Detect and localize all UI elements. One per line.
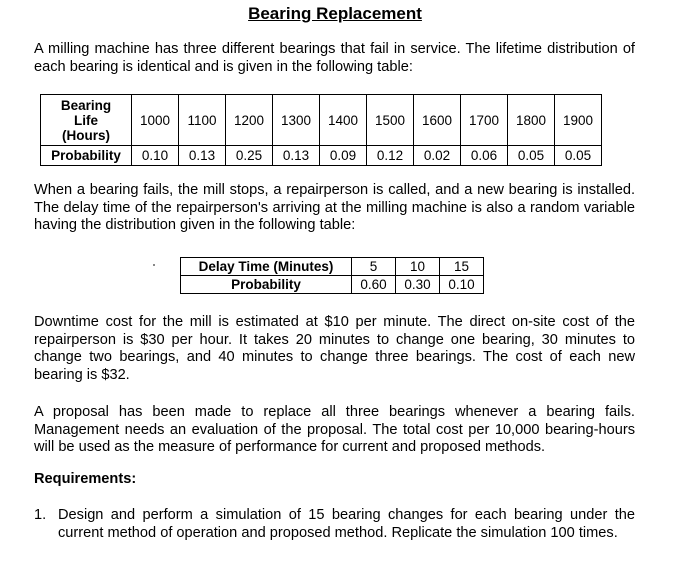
delay-time-cell: 10 bbox=[396, 258, 440, 276]
probability-row bbox=[41, 146, 602, 166]
life-cell: 1400 bbox=[320, 95, 367, 146]
life-cell: 1800 bbox=[508, 95, 555, 146]
life-cell: 1600 bbox=[414, 95, 461, 146]
costs-paragraph: Downtime cost for the mill is estimated at $10 per minute. The direct on-site cost of the repairperson is $30 per hour. It takes 20 minutes to change one bearing, 30 minutes to change two bearings, and 40 minutes to change three bearings. The cost of each new bearing is $32. bbox=[34, 314, 635, 383]
probability-cell: 0.12 bbox=[367, 146, 414, 166]
delay-probability-cell: 0.30 bbox=[396, 276, 440, 294]
proposal-paragraph: A proposal has been made to replace all three bearings whenever a bearing fails. Management needs an evaluation of the proposal. The total cost per 10,000 bearing-hours will be used as the measure of performance for current and proposed methods. bbox=[34, 404, 635, 456]
probability-cell: 0.05 bbox=[555, 146, 602, 166]
intro-paragraph: A milling machine has three different bearings that fail in service. The lifetime distribution of each bearing is identical and is given in the following table: bbox=[34, 41, 635, 75]
probability-header: Probability bbox=[41, 146, 132, 166]
probability-cell: 0.25 bbox=[226, 146, 273, 166]
delay-probability-row bbox=[181, 276, 484, 294]
bearing-life-header: Bearing Life (Hours) bbox=[41, 95, 132, 146]
requirement-number: 1. bbox=[34, 507, 47, 523]
delay-time-table bbox=[180, 257, 484, 294]
probability-cell: 0.09 bbox=[320, 146, 367, 166]
delay-probability-header: Probability bbox=[181, 276, 352, 294]
delay-time-cell: 15 bbox=[440, 258, 484, 276]
life-cell: 1000 bbox=[132, 95, 179, 146]
life-cell: 1700 bbox=[461, 95, 508, 146]
stray-dot bbox=[153, 264, 155, 266]
probability-cell: 0.13 bbox=[273, 146, 320, 166]
document-title: Bearing Replacement bbox=[248, 4, 422, 23]
probability-cell: 0.02 bbox=[414, 146, 461, 166]
probability-cell: 0.13 bbox=[179, 146, 226, 166]
life-row bbox=[41, 95, 602, 146]
life-cell: 1500 bbox=[367, 95, 414, 146]
delay-probability-cell: 0.60 bbox=[352, 276, 396, 294]
life-cell: 1200 bbox=[226, 95, 273, 146]
delay-paragraph: When a bearing fails, the mill stops, a repairperson is called, and a new bearing is installed. The delay time of the repairperson's arriving at the milling machine is also a random variable having the distribution given in the following table: bbox=[34, 182, 635, 234]
delay-time-row bbox=[181, 258, 484, 276]
requirement-text: Design and perform a simulation of 15 bearing changes for each bearing under the current method of operation and proposed method. Replicate the simulation 100 times. bbox=[58, 507, 635, 541]
delay-probability-cell: 0.10 bbox=[440, 276, 484, 294]
bearing-life-table bbox=[40, 94, 602, 166]
delay-time-cell: 5 bbox=[352, 258, 396, 276]
life-cell: 1100 bbox=[179, 95, 226, 146]
requirements-heading: Requirements: bbox=[34, 471, 137, 487]
probability-cell: 0.05 bbox=[508, 146, 555, 166]
life-cell: 1900 bbox=[555, 95, 602, 146]
life-cell: 1300 bbox=[273, 95, 320, 146]
delay-time-header: Delay Time (Minutes) bbox=[181, 258, 352, 276]
probability-cell: 0.06 bbox=[461, 146, 508, 166]
probability-cell: 0.10 bbox=[132, 146, 179, 166]
